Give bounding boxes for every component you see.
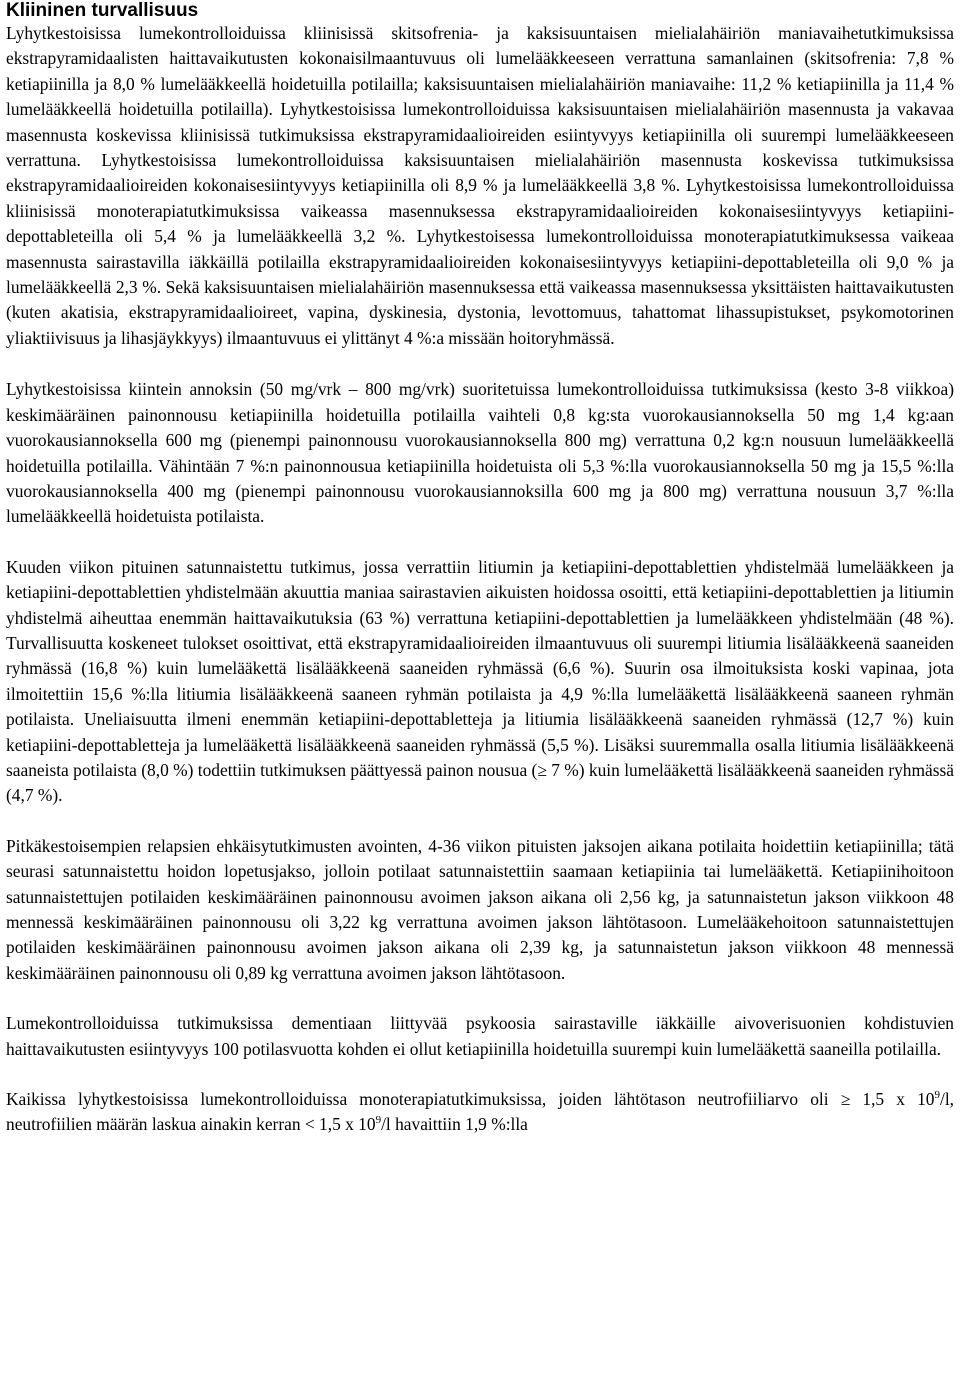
superscript-exponent: 9 bbox=[375, 1114, 382, 1127]
superscript-exponent: 9 bbox=[934, 1089, 940, 1102]
neutrophil-text-part-1: Kaikissa lyhytkestoisissa lumekontrolloiduissa monoterapiatutkimuksissa, joiden lähtötason neutrofiiliarvo oli ≥ 1,5 x 10 bbox=[6, 1089, 935, 1110]
paragraph-extrapyramidal-symptoms: Lyhytkestoisissa lumekontrolloiduissa kliinisissä skitsofrenia- ja kaksisuuntaisen mielialahäiriön maniavaihetutkimuksissa ekstrapyramidaalisten haittavaikutusten kokonaisilmaantuvuus oli lumelääkkeeseen verrattuna samanlainen (skitsofrenia: 7,8 % ketiapiinilla ja 8,0 % lumelääkkeellä hoidetuilla potilailla; kaksisuuntaisen mielialahäiriön maniavaihe: 11,2 % ketiapiinilla ja 11,4 % lumelääkkeellä hoidetuilla potilailla). Lyhytkestoisissa lumekontrolloiduissa kaksisuuntaisen mielialahäiriön masennusta ja vakavaa masennusta koskevissa kliinisissä tutkimuksissa ekstrapyramidaalioireiden esiintyvyys ketiapiinilla oli suurempi lumelääkkeeseen verrattuna. Lyhytkestoisissa lumekontrolloiduissa kaksisuuntaisen mielialahäiriön masennusta koskevissa tutkimuksissa ekstrapyramidaalioireiden kokonaisesiintyvyys ketiapiinilla oli 8,9 % ja lumelääkkeellä 3,8 %. Lyhytkestoisissa lumekontrolloiduissa kliinisissä monoterapiatutkimuksissa vaikeassa masennuksessa ekstrapyramidaalioireiden kokonaisesiintyvyys ketiapiini-depottableteilla oli 5,4 % ja lumelääkkeellä 3,2 %. Lyhytkestoisessa lumekontrolloiduissa monoterapiatutkimuksessa vaikeaa masennusta sairastavilla iäkkäillä potilailla ekstrapyramidaalioireiden kokonaisesiintyvyys ketiapiini-depottableteilla oli 9,0 % ja lumelääkkeellä 2,3 %. Sekä kaksisuuntaisen mielialahäiriön masennuksessa että vaikeassa masennuksessa yksittäisten haittavaikutusten (kuten akatisia, ekstrapyramidaalioireet, vapina, dyskinesia, dystonia, levottomuus, tahattomat lihassupistukset, psykomotorinen yliaktiivisuus ja lihasjäykkyys) ilmaantuvuus ei ylittänyt 4 %:a missään hoitoryhmässä. bbox=[6, 23, 954, 348]
paragraph-weight-gain-fixed-dose: Lyhytkestoisissa kiintein annoksin (50 mg/vrk – 800 mg/vrk) suoritetuissa lumekontrolloiduissa tutkimuksissa (kesto 3-8 viikkoa) keskimääräinen painonnousu ketiapiinilla hoidetuilla potilailla vaihteli 0,8 kg:sta vuorokausiannoksella 50 mg 1,4 kg:aan vuorokausiannoksella 600 mg (pienempi painonnousu vuorokausiannoksella 800 mg) verrattuna 0,2 kg:n nousuun lumelääkkeellä hoidetuilla potilailla. Vähintään 7 %:n painonnousua ketiapiinilla hoidetuista oli 5,3 %:lla vuorokausiannoksella 50 mg ja 15,5 %:lla vuorokausiannoksella 400 mg (pienempi painonnousu vuorokausiannoksilla 600 mg ja 800 mg) verrattuna nousuun 3,7 %:lla lumelääkkeellä hoidetuista potilaista. bbox=[6, 379, 954, 527]
section-heading: Kliininen turvallisuus bbox=[6, 0, 199, 21]
paragraph-dementia-cerebrovascular: Lumekontrolloiduissa tutkimuksissa dementiaan liittyvää psykoosia sairastaville iäkkäille aivoverisuonien kohdistuvien haittavaikutusten esiintyvyys 100 potilasvuotta kohden ei ollut ketiapiinilla hoidetuilla suurempi kuin lumelääkettä saaneilla potilailla. bbox=[6, 1013, 954, 1059]
paragraph-lithium-combination-study: Kuuden viikon pituinen satunnaistettu tutkimus, jossa verrattiin litiumin ja ketiapiini-depottablettien yhdistelmää lumelääkkeen ja ketiapiini-depottablettien yhdistelmään akuuttia maniaa sairastavien aikuisten hoidossa osoitti, että ketiapiini-depottablettien ja litiumin yhdistelmä aiheuttaa enemmän haittavaikutuksia (63 %) verrattuna ketiapiini-depottablettien ja lumelääkkeen yhdistelmään (48 %). Turvallisuutta koskeneet tulokset osoittivat, että ekstrapyramidaalioireiden ilmaantuvuus oli suurempi litiumia lisälääkkeenä saaneiden ryhmässä (16,8 %) kuin lumelääkettä lisälääkkeenä saaneiden ryhmässä (6,6 %). Suurin osa ilmoituksista koski vapinaa, jota ilmoitettiin 15,6 %:lla litiumia lisälääkkeenä saaneen ryhmän potilaista ja 4,9 %:lla lumelääkettä lisälääkkeenä saaneen ryhmän potilaista. Uneliaisuutta ilmeni enemmän ketiapiini-depottabletteja ja litiumia lisälääkkeenä saaneiden ryhmässä (12,7 %) kuin ketiapiini-depottabletteja ja lumelääkettä lisälääkkeenä saaneiden ryhmässä (5,5 %). Lisäksi suuremmalla osalla litiumia lisälääkkeenä saaneista potilaista (8,0 %) todettiin tutkimuksen päättyessä painon nousua (≥ 7 %) kuin lumelääkettä lisälääkkeenä saaneiden ryhmässä (4,7 %). bbox=[6, 556, 954, 806]
paragraph-relapse-prevention-weight: Pitkäkestoisempien relapsien ehkäisytutkimusten avointen, 4-36 viikon pituisten jaksojen aikana potilaita hoidettiin ketiapiinilla; tätä seurasi satunnaistettu hoidon lopetusjakso, jolloin potilaat satunnaistettiin saamaan ketiapiinia tai lumelääkettä. Ketiapiinihoitoon satunnaistettujen potilaiden keskimääräinen painonnousu avoimen jakson aikana oli 2,56 kg, ja satunnaistetun jakson viikkoon 48 mennessä keskimääräinen painonnousu oli 3,22 kg verrattuna avoimen jakson lähtötasoon. Lumelääkehoitoon satunnaistettujen potilaiden keskimääräinen painonnousu avoimen jakson aikana oli 2,39 kg, ja satunnaistetun jakson viikkoon 48 mennessä keskimääräinen painonnousu oli 0,89 kg verrattuna avoimen jakson lähtötasoon. bbox=[6, 835, 954, 983]
neutrophil-text-part-3: /l havaittiin 1,9 %:lla bbox=[381, 1114, 528, 1135]
document-page bbox=[6, 0, 954, 1163]
neutrophil-text-part-2: /l, neutrofiilien määrän laskua ainakin kerran < 1,5 x 10 bbox=[6, 1089, 954, 1135]
paragraph-neutrophil-count bbox=[6, 1087, 954, 1138]
